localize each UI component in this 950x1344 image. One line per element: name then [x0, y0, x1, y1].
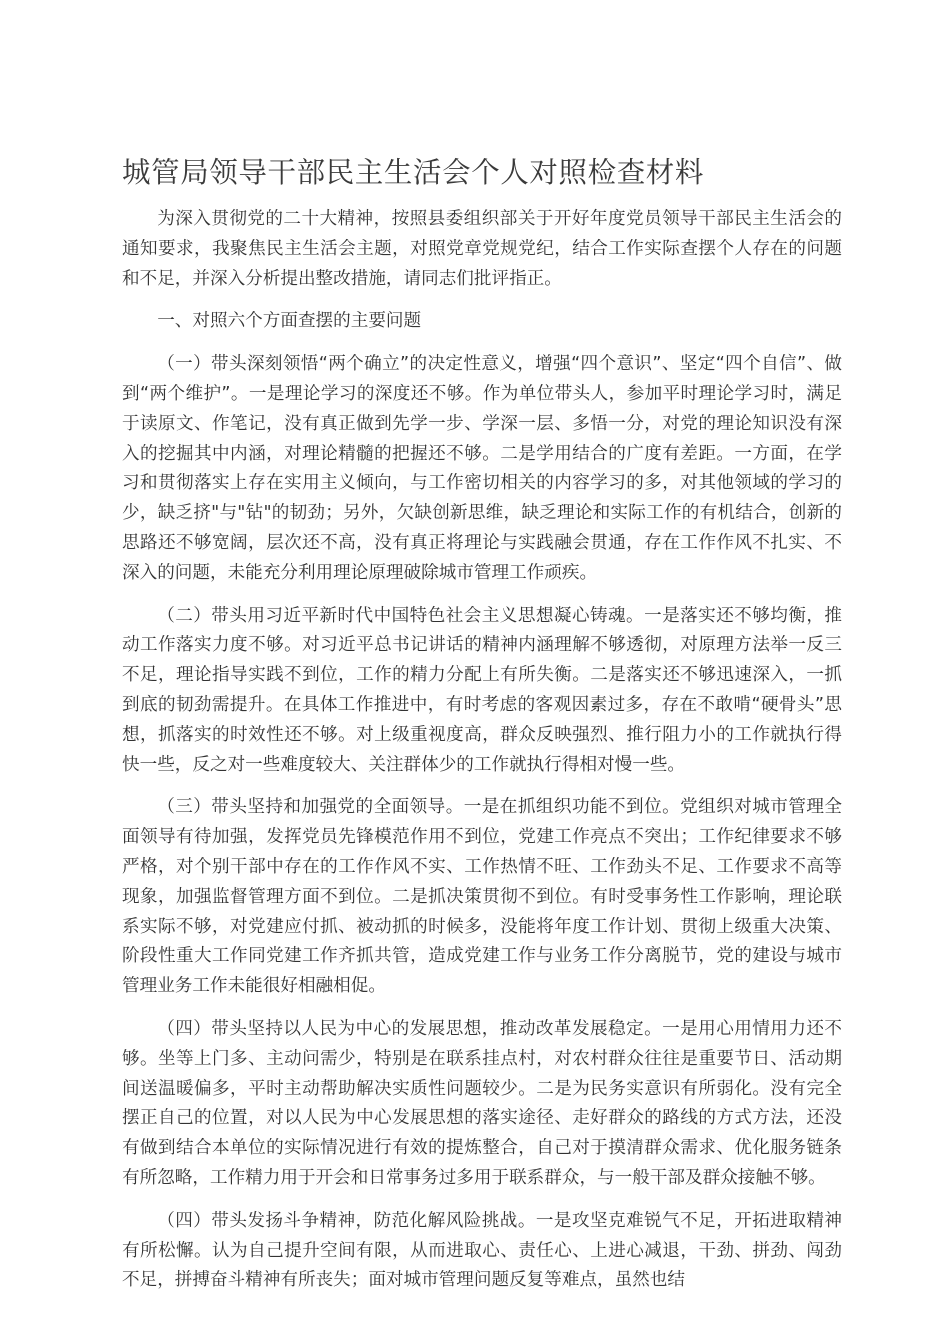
issue-paragraph-1: （一）带头深刻领悟“两个确立”的决定性意义，增强“四个意识”、坚定“四个自信”、做到“两个维护”。一是理论学习的深度还不够。作为单位带头人，参加平时理论学习时，满足于读原文、作笔记，没有真正做到先学一步、学深一层、多悟一分，对党的理论知识没有深入的挖掘其中内涵，对理论精髓的把握还不够。二是学用结合的广度有差距。一方面，在学习和贯彻落实上存在实用主义倾向，与工作密切相关的内容学习的多，对其他领域的学习的少，缺乏挤"与"钻"的韧劲；另外，欠缺创新思维，缺乏理论和实际工作的有机结合，创新的思路还不够宽阔，层次还不高，没有真正将理论与实践融会贯通，存在工作作风不扎实、不深入的问题，未能充分利用理论原理破除城市管理工作顽疾。: [122, 354, 842, 583]
intro-paragraph: 为深入贯彻党的二十大精神，按照县委组织部关于开好年度党员领导干部民主生活会的通知要求，我聚焦民主生活会主题，对照党章党规党纪，结合工作实际查摆个人存在的问题和不足，并深入分析提出整改措施，请同志们批评指正。: [122, 209, 842, 289]
issue-paragraph-3: （三）带头坚持和加强党的全面领导。一是在抓组织功能不到位。党组织对城市管理全面领导有待加强，发挥党员先锋模范作用不到位，党建工作亮点不突出；工作纪律要求不够严格，对个别干部中存在的工作作风不实、工作热情不旺、工作劲头不足、工作要求不高等现象，加强监督管理方面不到位。二是抓决策贯彻不到位。有时受事务性工作影响，理论联系实际不够，对党建应付抓、被动抓的时候多，没能将年度工作计划、贯彻上级重大决策、阶段性重大工作同党建工作齐抓共管，造成党建工作与业务工作分离脱节，党的建设与城市管理业务工作未能很好相融相促。: [122, 797, 842, 997]
issue-paragraph-2: （二）带头用习近平新时代中国特色社会主义思想凝心铸魂。一是落实还不够均衡，推动工作落实力度不够。对习近平总书记讲话的精神内涵理解不够透彻，对原理方法举一反三不足，理论指导实践不到位，工作的精力分配上有所失衡。二是落实还不够迅速深入，一抓到底的韧劲需提升。在具体工作推进中，有时考虑的客观因素过多，存在不敢啃“硬骨头”思想，抓落实的时效性还不够。对上级重视度高，群众反映强烈、推行阻力小的工作就执行得快一些，反之对一些难度较大、关注群体少的工作就执行得相对慢一些。: [122, 605, 842, 775]
document-title: 城管局领导干部民主生活会个人对照检查材料: [122, 156, 705, 189]
issue-paragraph-5: （四）带头发扬斗争精神，防范化解风险挑战。一是攻坚克难锐气不足，开拓进取精神有所松懈。认为自己提升空间有限，从而进取心、责任心、上进心减退，干劲、拼劲、闯劲不足，拼搏奋斗精神有所丧失；面对城市管理问题反复等难点，虽然也结: [122, 1210, 842, 1291]
section-heading: 一、对照六个方面查摆的主要问题: [157, 311, 422, 332]
document-body: [122, 205, 842, 1309]
issue-paragraph-4: （四）带头坚持以人民为中心的发展思想，推动改革发展稳定。一是用心用情用力还不够。坐等上门多、主动问需少，特别是在联系挂点村，对农村群众往往是重要节日、活动期间送温暖偏多，平时主动帮助解决实质性问题较少。二是为民务实意识有所弱化。没有完全摆正自己的位置，对以人民为中心发展思想的落实途径、走好群众的路线的方式方法，还没有做到结合本单位的实际情况进行有效的提炼整合，自己对于摸清群众需求、优化服务链条有所忽略，工作精力用于开会和日常事务过多用于联系群众，与一般干部及群众接触不够。: [122, 1018, 842, 1188]
